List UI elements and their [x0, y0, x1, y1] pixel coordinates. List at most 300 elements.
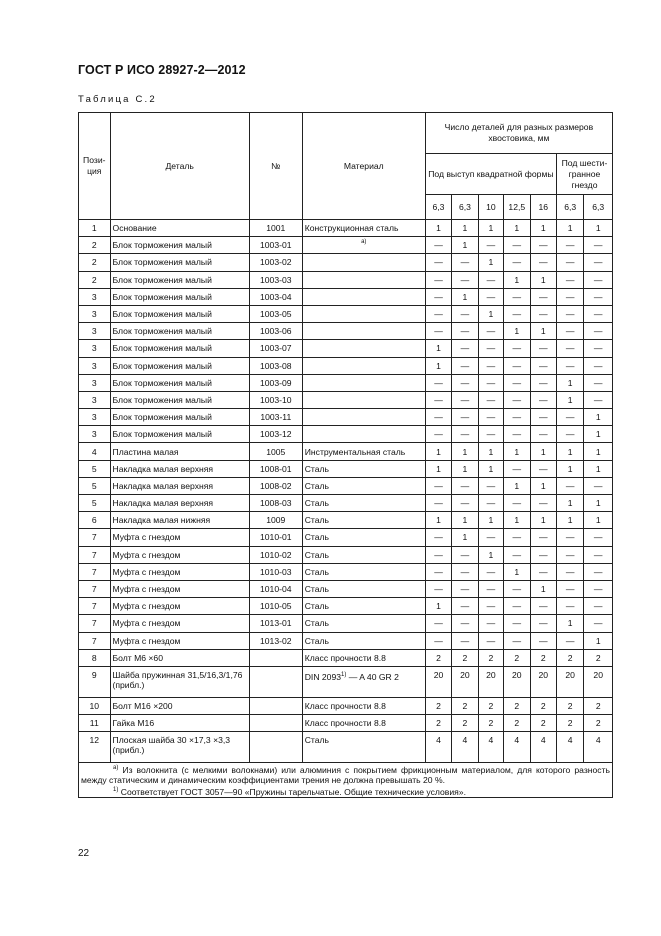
- cell-material: Сталь: [302, 546, 425, 563]
- cell-count: —: [425, 391, 451, 408]
- table-row: [79, 697, 613, 714]
- cell-count: —: [452, 323, 478, 340]
- cell-count: —: [504, 374, 530, 391]
- cell-detail: Блок торможения малый: [110, 305, 249, 322]
- cell-count: —: [478, 632, 503, 649]
- header-material: Материал: [302, 113, 425, 220]
- cell-count: —: [556, 580, 583, 597]
- cell-position: 3: [79, 409, 111, 426]
- cell-count: —: [425, 615, 451, 632]
- cell-count: —: [584, 288, 613, 305]
- cell-count: —: [530, 237, 556, 254]
- cell-count: 1: [425, 340, 451, 357]
- cell-material: Сталь: [302, 598, 425, 615]
- cell-count: 1: [504, 563, 530, 580]
- cell-material: [302, 391, 425, 408]
- cell-position: 7: [79, 563, 111, 580]
- cell-count: 20: [452, 666, 478, 697]
- cell-count: —: [478, 357, 503, 374]
- cell-count: —: [530, 426, 556, 443]
- cell-detail: Блок торможения малый: [110, 237, 249, 254]
- cell-detail: Болт М16 ×200: [110, 697, 249, 714]
- cell-count: 2: [425, 715, 451, 732]
- cell-number: 1008-01: [249, 460, 302, 477]
- table-row: [79, 580, 613, 597]
- cell-count: —: [504, 391, 530, 408]
- table-row: [79, 357, 613, 374]
- cell-detail: Муфта с гнездом: [110, 546, 249, 563]
- cell-position: 3: [79, 374, 111, 391]
- cell-material: Класс прочности 8.8: [302, 697, 425, 714]
- cell-count: —: [504, 598, 530, 615]
- cell-position: 3: [79, 340, 111, 357]
- table-row: [79, 460, 613, 477]
- table-row: [79, 546, 613, 563]
- cell-count: 20: [504, 666, 530, 697]
- cell-count: —: [504, 340, 530, 357]
- cell-count: —: [425, 632, 451, 649]
- cell-count: —: [452, 426, 478, 443]
- table-row: [79, 305, 613, 322]
- cell-count: 1: [425, 460, 451, 477]
- table-row: [79, 426, 613, 443]
- table-row: [79, 254, 613, 271]
- cell-count: 1: [478, 512, 503, 529]
- cell-position: 2: [79, 271, 111, 288]
- cell-count: 1: [584, 495, 613, 512]
- cell-count: —: [504, 409, 530, 426]
- cell-count: —: [478, 598, 503, 615]
- cell-number: 1003-04: [249, 288, 302, 305]
- cell-number: 1003-09: [249, 374, 302, 391]
- cell-position: 1: [79, 220, 111, 237]
- cell-count: —: [452, 357, 478, 374]
- cell-count: —: [452, 409, 478, 426]
- cell-material: [302, 237, 425, 254]
- cell-number: 1001: [249, 220, 302, 237]
- cell-material: [302, 271, 425, 288]
- table-row: [79, 598, 613, 615]
- cell-count: —: [530, 460, 556, 477]
- cell-count: 1: [556, 220, 583, 237]
- footnote-ref: 1): [341, 671, 347, 678]
- cell-detail: Накладка малая верхняя: [110, 495, 249, 512]
- cell-count: 1: [478, 546, 503, 563]
- header-size: 16: [530, 195, 556, 220]
- cell-count: —: [478, 237, 503, 254]
- cell-material: Сталь: [302, 732, 425, 763]
- header-count-group: Число деталей для разных размеров хвостовика, мм: [425, 113, 612, 154]
- table-row: [79, 632, 613, 649]
- table-row: [79, 666, 613, 697]
- cell-material: Инструментальная сталь: [302, 443, 425, 460]
- cell-count: 2: [504, 649, 530, 666]
- cell-count: 1: [425, 220, 451, 237]
- cell-position: 11: [79, 715, 111, 732]
- cell-number: [249, 649, 302, 666]
- cell-count: 2: [425, 697, 451, 714]
- cell-count: —: [425, 374, 451, 391]
- cell-count: 2: [584, 649, 613, 666]
- cell-count: —: [584, 254, 613, 271]
- parts-table: [78, 112, 613, 798]
- cell-detail: Блок торможения малый: [110, 323, 249, 340]
- cell-material: Конструкционная сталь: [302, 220, 425, 237]
- cell-count: 2: [504, 715, 530, 732]
- header-size: 6,3: [425, 195, 451, 220]
- cell-count: —: [504, 546, 530, 563]
- cell-count: 20: [584, 666, 613, 697]
- cell-position: 7: [79, 546, 111, 563]
- document-title: ГОСТ Р ИСО 28927-2—2012: [78, 63, 246, 77]
- cell-number: [249, 732, 302, 763]
- cell-count: —: [504, 580, 530, 597]
- cell-detail: Муфта с гнездом: [110, 529, 249, 546]
- cell-count: —: [425, 271, 451, 288]
- cell-count: —: [504, 237, 530, 254]
- cell-count: —: [504, 495, 530, 512]
- cell-number: [249, 715, 302, 732]
- cell-count: 1: [556, 374, 583, 391]
- footnote-1: [81, 785, 610, 797]
- cell-number: 1003-12: [249, 426, 302, 443]
- cell-count: —: [530, 546, 556, 563]
- cell-count: 2: [452, 697, 478, 714]
- table-row: [79, 512, 613, 529]
- cell-detail: Муфта с гнездом: [110, 563, 249, 580]
- cell-number: 1008-03: [249, 495, 302, 512]
- cell-material: [302, 374, 425, 391]
- cell-count: —: [556, 237, 583, 254]
- cell-count: 1: [504, 477, 530, 494]
- cell-count: 1: [452, 288, 478, 305]
- cell-number: 1010-05: [249, 598, 302, 615]
- cell-count: 1: [530, 220, 556, 237]
- cell-number: 1003-05: [249, 305, 302, 322]
- cell-count: 1: [452, 237, 478, 254]
- cell-number: 1013-02: [249, 632, 302, 649]
- cell-count: —: [478, 615, 503, 632]
- cell-count: 1: [504, 271, 530, 288]
- header-number: №: [249, 113, 302, 220]
- cell-count: —: [530, 632, 556, 649]
- cell-detail: Блок торможения малый: [110, 374, 249, 391]
- cell-detail: Блок торможения малый: [110, 426, 249, 443]
- header-size: 6,3: [584, 195, 613, 220]
- cell-number: [249, 697, 302, 714]
- cell-count: 2: [504, 697, 530, 714]
- footnote-a-text: Из волокнита (с мелкими волокнами) или алюминия с покрытием фрикционным материалом, для которого разность между статическим и динамическим коэффициентами трения не должна превышать 20 %.: [81, 765, 610, 786]
- cell-count: —: [478, 323, 503, 340]
- cell-count: —: [556, 632, 583, 649]
- cell-count: 1: [584, 426, 613, 443]
- footnotes: [79, 763, 613, 798]
- cell-count: 20: [478, 666, 503, 697]
- cell-count: —: [504, 632, 530, 649]
- header-size: 6,3: [556, 195, 583, 220]
- cell-count: —: [478, 391, 503, 408]
- cell-detail: Блок торможения малый: [110, 288, 249, 305]
- cell-count: —: [425, 254, 451, 271]
- cell-detail: Блок торможения малый: [110, 254, 249, 271]
- cell-count: 2: [530, 649, 556, 666]
- cell-count: 2: [452, 715, 478, 732]
- cell-count: —: [452, 580, 478, 597]
- cell-count: —: [478, 374, 503, 391]
- cell-position: 5: [79, 477, 111, 494]
- cell-detail: Муфта с гнездом: [110, 580, 249, 597]
- cell-count: —: [478, 477, 503, 494]
- table-row: [79, 529, 613, 546]
- cell-count: 2: [478, 697, 503, 714]
- cell-material: Класс прочности 8.8: [302, 649, 425, 666]
- cell-material: [302, 426, 425, 443]
- cell-count: 2: [530, 715, 556, 732]
- cell-count: —: [425, 477, 451, 494]
- cell-count: 4: [452, 732, 478, 763]
- cell-count: —: [504, 426, 530, 443]
- cell-count: —: [556, 357, 583, 374]
- cell-material: Сталь: [302, 512, 425, 529]
- cell-position: 7: [79, 632, 111, 649]
- cell-count: —: [530, 495, 556, 512]
- cell-position: 3: [79, 426, 111, 443]
- cell-count: —: [504, 460, 530, 477]
- cell-count: 4: [584, 732, 613, 763]
- cell-detail: Накладка малая верхняя: [110, 477, 249, 494]
- cell-count: 1: [530, 580, 556, 597]
- cell-count: 2: [584, 697, 613, 714]
- cell-position: 3: [79, 288, 111, 305]
- cell-count: 1: [504, 323, 530, 340]
- footnote-ref: а): [361, 239, 367, 246]
- cell-count: —: [452, 495, 478, 512]
- cell-position: 7: [79, 529, 111, 546]
- cell-count: 1: [584, 632, 613, 649]
- cell-number: 1009: [249, 512, 302, 529]
- cell-count: —: [556, 271, 583, 288]
- cell-count: —: [530, 374, 556, 391]
- cell-number: 1005: [249, 443, 302, 460]
- cell-number: 1010-01: [249, 529, 302, 546]
- header-size: 12,5: [504, 195, 530, 220]
- cell-count: —: [530, 615, 556, 632]
- cell-count: —: [584, 615, 613, 632]
- table-row: [79, 271, 613, 288]
- cell-count: —: [584, 357, 613, 374]
- cell-material: [302, 305, 425, 322]
- cell-count: 1: [556, 615, 583, 632]
- cell-detail: Плоская шайба 30 ×17,3 ×3,3 (прибл.): [110, 732, 249, 763]
- cell-count: —: [584, 546, 613, 563]
- cell-material: Сталь: [302, 460, 425, 477]
- cell-count: 2: [478, 715, 503, 732]
- cell-count: —: [504, 305, 530, 322]
- cell-count: 4: [504, 732, 530, 763]
- cell-count: —: [584, 580, 613, 597]
- cell-count: 2: [556, 697, 583, 714]
- cell-material: [302, 323, 425, 340]
- cell-count: —: [425, 580, 451, 597]
- cell-count: —: [530, 305, 556, 322]
- page-number: 22: [78, 848, 90, 859]
- table-row: [79, 495, 613, 512]
- cell-count: —: [452, 615, 478, 632]
- cell-count: —: [556, 305, 583, 322]
- cell-position: 9: [79, 666, 111, 697]
- cell-count: 1: [584, 460, 613, 477]
- cell-detail: Муфта с гнездом: [110, 632, 249, 649]
- cell-count: —: [425, 323, 451, 340]
- cell-count: —: [556, 477, 583, 494]
- cell-material: Сталь: [302, 580, 425, 597]
- cell-count: 1: [452, 460, 478, 477]
- footnote-a: [81, 763, 610, 785]
- cell-count: —: [530, 288, 556, 305]
- cell-count: —: [452, 598, 478, 615]
- cell-material: Сталь: [302, 477, 425, 494]
- cell-count: 4: [425, 732, 451, 763]
- cell-count: —: [504, 615, 530, 632]
- cell-position: 7: [79, 598, 111, 615]
- cell-detail: Накладка малая нижняя: [110, 512, 249, 529]
- cell-count: 1: [530, 443, 556, 460]
- cell-count: 1: [556, 495, 583, 512]
- cell-material: Сталь: [302, 529, 425, 546]
- cell-number: 1003-07: [249, 340, 302, 357]
- cell-count: —: [584, 477, 613, 494]
- cell-count: —: [530, 357, 556, 374]
- table-row: [79, 237, 613, 254]
- cell-count: 1: [504, 443, 530, 460]
- cell-count: —: [478, 271, 503, 288]
- cell-count: 1: [556, 460, 583, 477]
- cell-detail: Накладка малая верхняя: [110, 460, 249, 477]
- cell-detail: Пластина малая: [110, 443, 249, 460]
- cell-count: —: [584, 237, 613, 254]
- cell-detail: Блок торможения малый: [110, 357, 249, 374]
- cell-count: 1: [584, 443, 613, 460]
- footnote-a-mark: а): [113, 765, 119, 772]
- cell-count: —: [452, 271, 478, 288]
- cell-material: [302, 254, 425, 271]
- cell-number: 1010-04: [249, 580, 302, 597]
- cell-position: 5: [79, 495, 111, 512]
- cell-count: —: [504, 254, 530, 271]
- cell-count: —: [504, 288, 530, 305]
- cell-detail: Блок торможения малый: [110, 340, 249, 357]
- table-row: [79, 323, 613, 340]
- cell-count: 1: [425, 598, 451, 615]
- header-size: 10: [478, 195, 503, 220]
- cell-position: 7: [79, 580, 111, 597]
- cell-material: Сталь: [302, 632, 425, 649]
- cell-count: 1: [504, 220, 530, 237]
- table-caption: Таблица С.2: [78, 94, 157, 105]
- cell-count: 20: [530, 666, 556, 697]
- cell-count: 20: [425, 666, 451, 697]
- cell-count: —: [530, 254, 556, 271]
- cell-count: —: [556, 340, 583, 357]
- cell-material: Сталь: [302, 495, 425, 512]
- cell-count: —: [556, 288, 583, 305]
- cell-position: 5: [79, 460, 111, 477]
- cell-number: 1003-06: [249, 323, 302, 340]
- cell-count: —: [452, 391, 478, 408]
- cell-material: [302, 340, 425, 357]
- cell-count: —: [504, 529, 530, 546]
- cell-material: Сталь: [302, 563, 425, 580]
- cell-detail: Муфта с гнездом: [110, 598, 249, 615]
- cell-count: —: [584, 271, 613, 288]
- cell-count: —: [478, 495, 503, 512]
- table-row: [79, 391, 613, 408]
- cell-count: —: [584, 529, 613, 546]
- cell-position: 10: [79, 697, 111, 714]
- cell-count: 1: [584, 220, 613, 237]
- table-row: [79, 443, 613, 460]
- table-row: [79, 615, 613, 632]
- cell-position: 4: [79, 443, 111, 460]
- cell-count: —: [504, 357, 530, 374]
- cell-count: —: [584, 563, 613, 580]
- cell-count: 1: [452, 529, 478, 546]
- cell-detail: Основание: [110, 220, 249, 237]
- cell-number: 1003-11: [249, 409, 302, 426]
- cell-position: 7: [79, 615, 111, 632]
- cell-count: —: [530, 529, 556, 546]
- cell-count: 1: [478, 460, 503, 477]
- cell-count: —: [425, 237, 451, 254]
- table-row: [79, 649, 613, 666]
- table-row: [79, 374, 613, 391]
- header-position: Пози-ция: [79, 113, 111, 220]
- cell-count: —: [425, 495, 451, 512]
- cell-count: —: [530, 391, 556, 408]
- cell-material: Сталь: [302, 615, 425, 632]
- cell-count: 1: [530, 271, 556, 288]
- cell-count: —: [556, 546, 583, 563]
- cell-material: [302, 288, 425, 305]
- cell-material: [302, 357, 425, 374]
- material-text: DIN 2093: [304, 671, 342, 682]
- cell-count: —: [452, 305, 478, 322]
- table-row: [79, 220, 613, 237]
- cell-number: 1010-03: [249, 563, 302, 580]
- cell-count: —: [425, 288, 451, 305]
- cell-detail: Блок торможения малый: [110, 391, 249, 408]
- table-row: [79, 409, 613, 426]
- cell-detail: Блок торможения малый: [110, 409, 249, 426]
- cell-count: —: [556, 563, 583, 580]
- cell-count: 1: [556, 391, 583, 408]
- cell-count: 1: [530, 323, 556, 340]
- cell-count: 2: [556, 649, 583, 666]
- cell-material: Класс прочности 8.8: [302, 715, 425, 732]
- cell-count: 1: [556, 443, 583, 460]
- table-row: [79, 288, 613, 305]
- cell-count: —: [452, 340, 478, 357]
- cell-count: —: [452, 477, 478, 494]
- cell-position: 12: [79, 732, 111, 763]
- cell-count: —: [584, 305, 613, 322]
- cell-position: 3: [79, 323, 111, 340]
- cell-count: 4: [530, 732, 556, 763]
- table-row: [79, 477, 613, 494]
- cell-count: 1: [584, 409, 613, 426]
- cell-count: 4: [478, 732, 503, 763]
- cell-count: —: [452, 546, 478, 563]
